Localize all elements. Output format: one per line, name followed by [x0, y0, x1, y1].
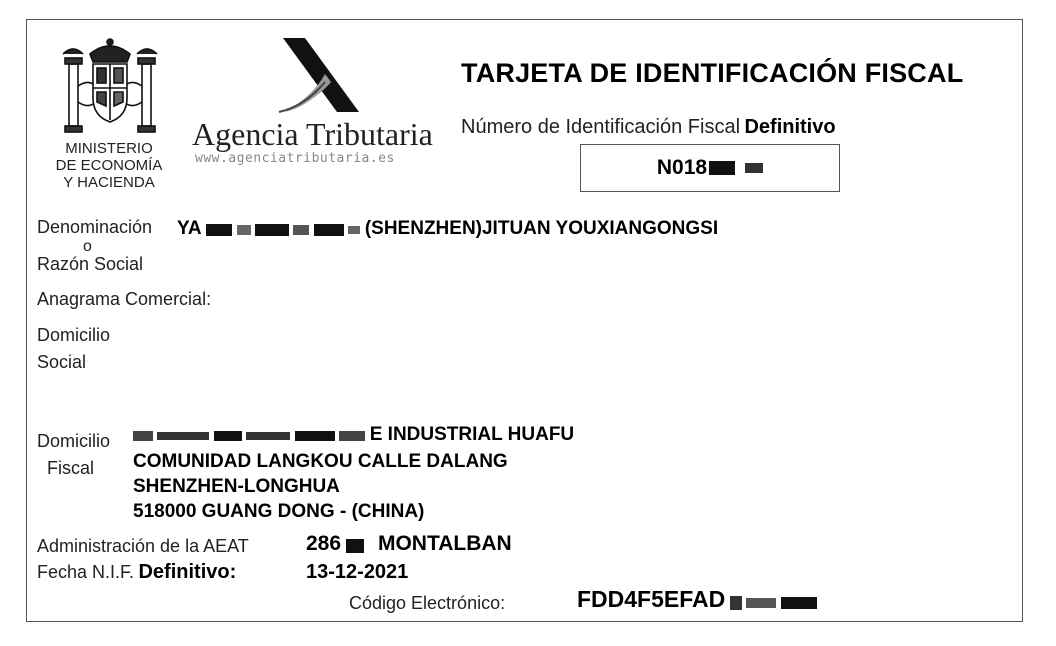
agency-name: Agencia Tributaria [192, 116, 433, 152]
redaction-block [157, 432, 209, 440]
redaction-block [746, 598, 776, 608]
denominacion-label-o: o [83, 238, 92, 255]
redaction-block [206, 224, 232, 236]
codigo-value-text: FDD4F5EFAD [577, 586, 726, 612]
domicilio-fiscal-label-2: Fiscal [47, 458, 95, 478]
nif-redaction [709, 161, 735, 175]
administracion-name: MONTALBAN [377, 532, 512, 555]
redaction-block [348, 226, 360, 234]
nif-label: Número de Identificación Fiscal [461, 116, 741, 138]
nif-label-row [461, 116, 836, 139]
razon-social-label: Razón Social [37, 254, 144, 274]
agency-url: www.agenciatributaria.es [195, 151, 395, 166]
redaction-block [246, 432, 290, 440]
domicilio-fiscal-label-1: Domicilio [37, 431, 111, 451]
domicilio-social-label-2: Social [37, 352, 87, 372]
administracion-code: 286 [306, 532, 342, 555]
codigo-value [577, 586, 817, 613]
fecha-status: Definitivo: [138, 561, 237, 583]
nif-box [580, 144, 840, 192]
redaction-block [730, 596, 742, 610]
domicilio-fiscal-line-1 [133, 424, 574, 446]
redaction-block [346, 539, 364, 553]
anagrama-label: Anagrama Comercial: [37, 289, 212, 309]
fecha-label: Fecha N.I.F. [37, 562, 135, 582]
ministry-line-1: MINISTERIO [65, 140, 153, 157]
ministry-name [29, 140, 189, 191]
codigo-label: Código Electrónico: [349, 593, 506, 613]
ministry-line-2: DE ECONOMÍA [55, 157, 163, 174]
redaction-block [339, 431, 365, 441]
denominacion-value-end: (SHENZHEN)JITUAN YOUXIANGONGSI [364, 218, 719, 239]
denominacion-label: Denominación [37, 217, 153, 237]
domicilio-fiscal-line-4: 518000 GUANG DONG - (CHINA) [133, 501, 425, 522]
domicilio-social-label-1: Domicilio [37, 325, 111, 345]
redaction-block [314, 224, 344, 236]
redaction-block [781, 597, 817, 609]
nif-value: N018 [656, 156, 708, 179]
nif-status: Definitivo [744, 116, 836, 138]
ministry-line-3: Y HACIENDA [63, 174, 155, 191]
redaction-block [214, 431, 242, 441]
agency-logo-icon [265, 36, 365, 116]
denominacion-value [177, 218, 718, 240]
fecha-value: 13-12-2021 [306, 561, 409, 583]
administracion-value [306, 532, 512, 556]
redaction-block [295, 431, 335, 441]
redaction-block [133, 431, 153, 441]
card-title: TARJETA DE IDENTIFICACIÓN FISCAL [461, 58, 964, 88]
administracion-label: Administración de la AEAT [37, 536, 249, 556]
fecha-row [37, 561, 236, 584]
domicilio-fiscal-line-2: COMUNIDAD LANGKOU CALLE DALANG [133, 451, 508, 472]
domicilio-fiscal-line-3: SHENZHEN-LONGHUA [133, 476, 340, 497]
domicilio-fiscal-line-1-text: E INDUSTRIAL HUAFU [369, 424, 575, 445]
nif-redaction [745, 163, 763, 173]
redaction-block [293, 225, 309, 235]
redaction-block [237, 225, 251, 235]
coat-of-arms-icon [55, 36, 165, 136]
redaction-block [255, 224, 289, 236]
tax-id-card [26, 19, 1023, 622]
denominacion-value-start: YA [177, 218, 202, 239]
